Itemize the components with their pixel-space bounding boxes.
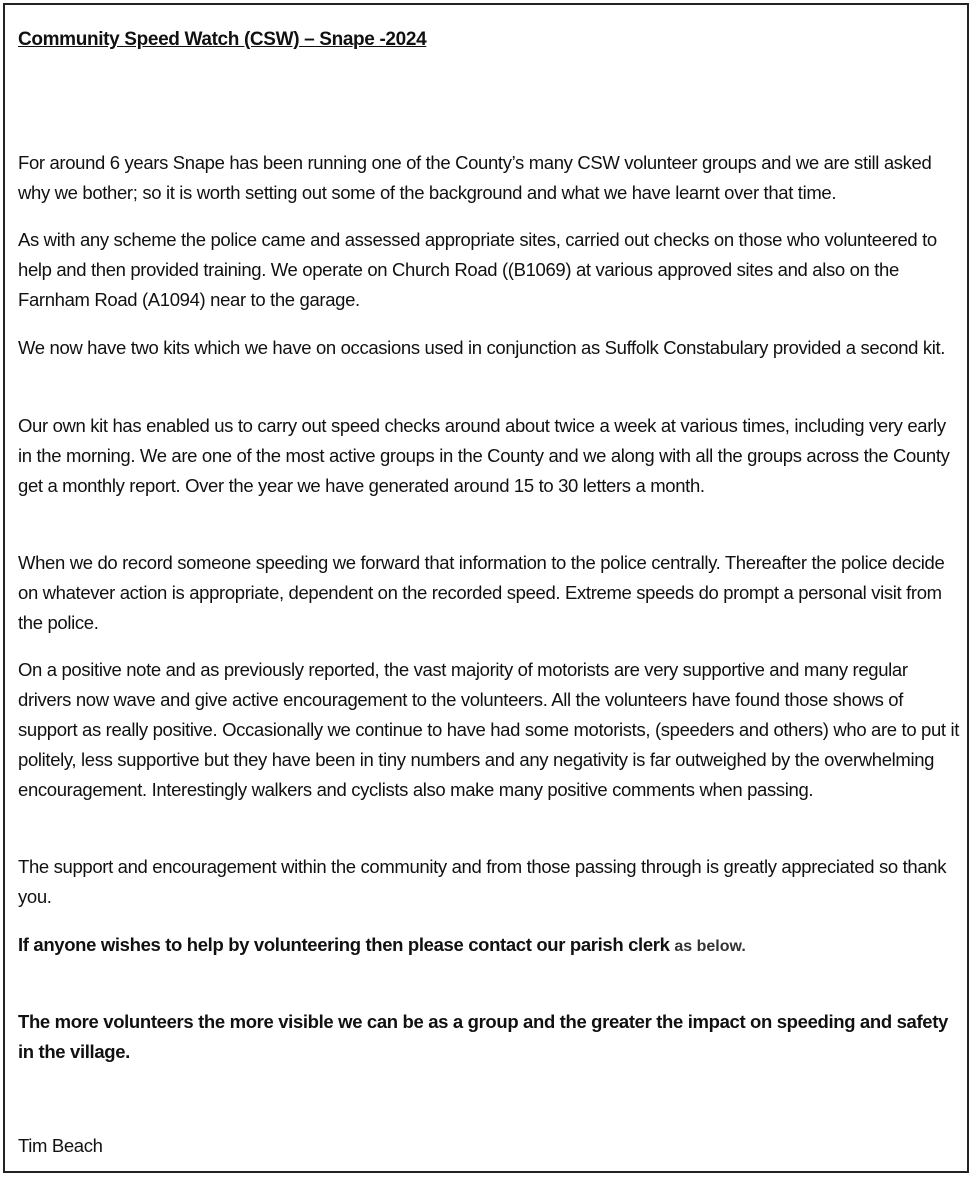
volunteer-call	[18, 930, 963, 962]
paragraph-support: On a positive note and as previously reported, the vast majority of motorists are very supportive and many regular drivers now wave and give active encouragement to the volunteers. All the volunteers have found those shows of support as really positive. Occasionally we continue to have had some motorists, (speeders and others) who are to put it politely, less supportive but they have been in tiny numbers and any negativity is far outweighed by the overwhelming encouragement. Interestingly walkers and cyclists also make many positive comments when passing.	[18, 659, 960, 800]
signature: Tim Beach	[18, 1135, 103, 1156]
document-title: Community Speed Watch (CSW) – Snape -2024	[18, 29, 427, 50]
volunteer-call-tail: as below.	[674, 938, 746, 955]
paragraph-reporting: When we do record someone speeding we forward that information to the police centrally. Thereafter the police decide on whatever action is appropriate, dependent on the recorded speed. Extreme speeds do prompt a personal visit from the police.	[18, 552, 945, 633]
closing-statement: The more volunteers the more visible we can be as a group and the greater the impact on speeding and safety in the village.	[18, 1011, 948, 1062]
paragraph-sites: As with any scheme the police came and assessed appropriate sites, carried out checks on those who volunteered to help and then provided training. We operate on Church Road ((B1069) at various approved sites and also on the Farnham Road (A1094) near to the garage.	[18, 229, 937, 310]
volunteer-call-main: If anyone wishes to help by volunteering then please contact our parish clerk	[18, 934, 675, 955]
paragraph-intro: For around 6 years Snape has been running one of the County’s many CSW volunteer groups and we are still asked why we bother; so it is worth setting out some of the background and what we have learnt over that time.	[18, 152, 932, 203]
paragraph-checks: Our own kit has enabled us to carry out speed checks around about twice a week at various times, including very early in the morning. We are one of the most active groups in the County and we along with all the groups across the County get a monthly report. Over the year we have generated around 15 to 30 letters a month.	[18, 415, 950, 496]
paragraph-thanks: The support and encouragement within the community and from those passing through is greatly appreciated so thank you.	[18, 856, 947, 907]
paragraph-kits: We now have two kits which we have on occasions used in conjunction as Suffolk Constabulary provided a second kit.	[18, 337, 946, 358]
document-frame	[3, 3, 969, 1173]
